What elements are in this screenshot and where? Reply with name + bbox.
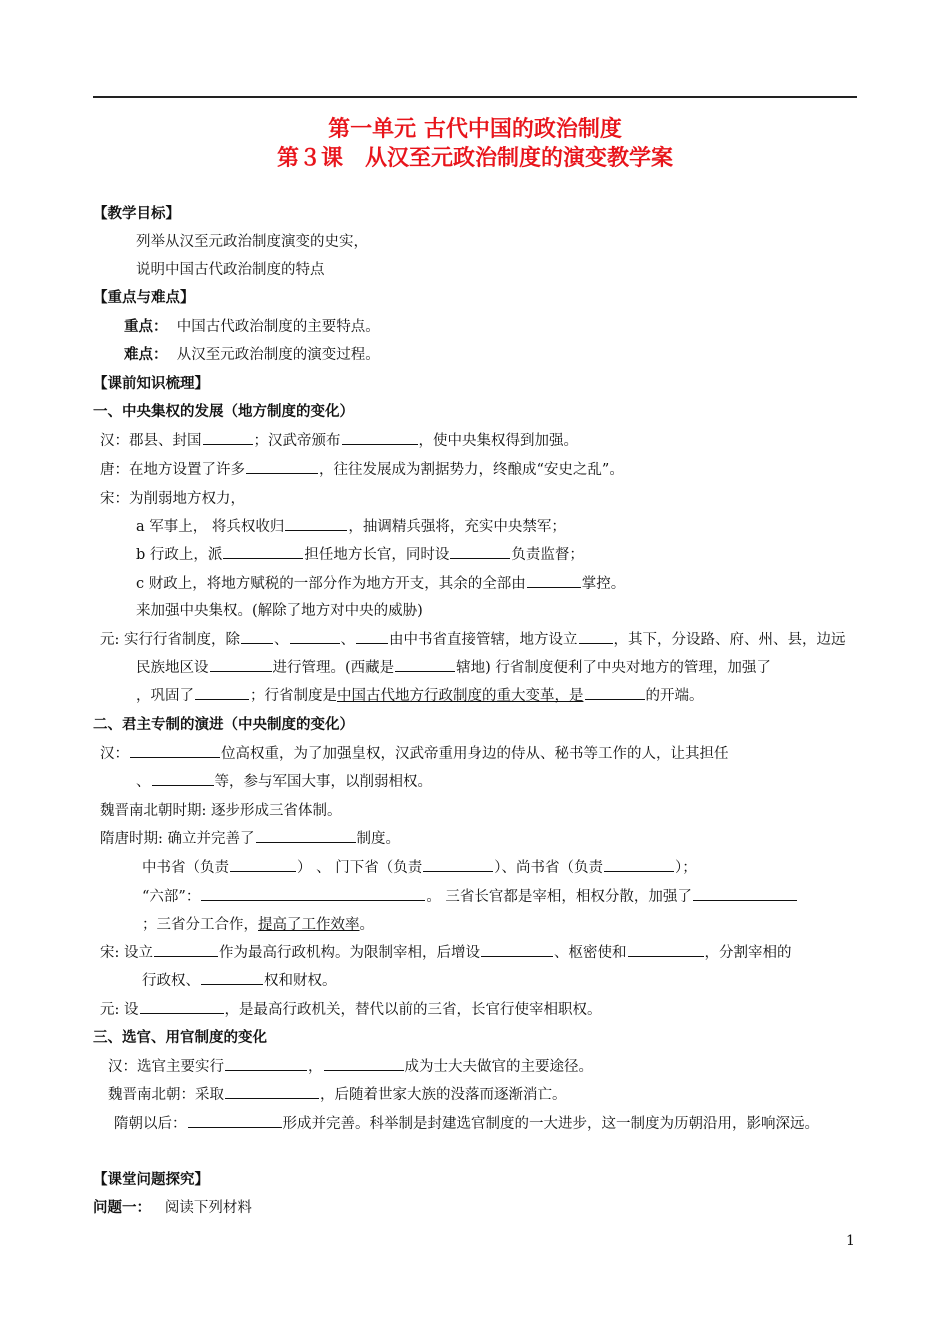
text: 进行管理。(西藏是	[272, 660, 395, 676]
key-label: 重点：	[124, 318, 168, 335]
text: 辖地) 行省制度便利了中央对地方的管理，加强了	[456, 660, 771, 676]
text: 成为士大夫做官的主要途径。	[404, 1059, 593, 1075]
blank[interactable]	[241, 629, 273, 644]
text: 权和财权。	[264, 973, 337, 989]
text: 民族地区设	[136, 660, 209, 676]
s3-wj-line	[108, 1084, 567, 1106]
question-one-row	[93, 1197, 252, 1219]
s1-tang-line	[100, 459, 624, 481]
s3-han-line	[108, 1056, 593, 1078]
lesson-title: 第３课 从汉至元政治制度的演变教学案	[276, 145, 673, 171]
blank[interactable]	[628, 942, 704, 957]
text: ，是最高行政机关，替代以前的三省，长官行使宰相职权。	[224, 1002, 602, 1018]
text: 汉：郡县、封国	[100, 433, 202, 449]
s1-song-b-line	[136, 544, 584, 566]
s1-song-c-line	[136, 573, 625, 595]
s1-song-d-line: 来加强中央集权。(解除了地方对中央的威胁)	[136, 603, 423, 619]
s1-han-line	[100, 430, 578, 452]
s2-st-line	[100, 828, 400, 850]
s2-wj-line: 魏晋南北朝时期: 逐步形成三省体制。	[100, 803, 342, 819]
difficulty-label: 难点：	[124, 346, 168, 363]
text: ，往往发展成为割据势力，终酿成“安史之乱”。	[319, 462, 624, 478]
underlined-text: 中国古代地方行政制度的重大变革，是	[337, 688, 584, 704]
text: 汉：	[100, 746, 129, 762]
question-one-label: 问题一：	[93, 1199, 151, 1216]
text: 位高权重，为了加强皇权，汉武帝重用身边的侍从、秘书等工作的人，让其担任	[221, 746, 729, 762]
s1-yuan-line3	[136, 685, 704, 707]
blank[interactable]	[225, 1084, 319, 1099]
question-one-text: 阅读下列材料	[164, 1200, 252, 1216]
difficulty-row	[124, 344, 380, 366]
blank[interactable]	[246, 459, 318, 474]
text: ）；	[674, 860, 697, 876]
objectives-heading: 【教学目标】	[93, 205, 180, 222]
key-points-heading: 【重点与难点】	[93, 289, 195, 306]
s3-sui-line	[114, 1113, 819, 1135]
blank[interactable]	[356, 629, 388, 644]
blank[interactable]	[395, 657, 455, 672]
s2-song-line1	[100, 942, 792, 964]
text: 、	[274, 632, 289, 648]
blank[interactable]	[527, 573, 581, 588]
text: ，巩固了	[136, 688, 194, 704]
inquiry-heading: 【课堂问题探究】	[93, 1171, 209, 1188]
text: 的开端。	[645, 688, 704, 704]
text: ，抽调精兵强将，充实中央禁军；	[348, 519, 566, 535]
text: ，分割宰相的	[704, 945, 792, 961]
text: 担任地方长官，同时设	[304, 547, 450, 563]
text: 负责监督；	[511, 547, 584, 563]
text: 元: 设	[100, 1002, 139, 1018]
text: 等，参与军国大事，以削弱相权。	[214, 774, 432, 790]
text: 隋朝以后：	[114, 1116, 187, 1132]
blank[interactable]	[130, 743, 220, 758]
s2-yuan-line	[100, 999, 602, 1021]
objective-item: 说明中国古代政治制度的特点	[136, 262, 325, 278]
text: 由中书省直接管辖，地方设立	[389, 632, 578, 648]
blank[interactable]	[140, 999, 224, 1014]
pre-class-heading: 【课前知识梳理】	[93, 375, 209, 392]
text: 。	[359, 917, 374, 933]
text: ；三省分工合作，	[142, 917, 258, 933]
text: ，使中央集权得到加强。	[418, 433, 578, 449]
s1-yuan-line2	[136, 657, 771, 679]
section1-heading: 一、中央集权的发展（地方制度的变化）	[93, 403, 354, 420]
text: ）、尚书省（负责	[494, 860, 603, 876]
s2-song-line2	[142, 970, 337, 992]
blank[interactable]	[210, 657, 272, 672]
unit-title: 第一单元 古代中国的政治制度	[328, 116, 622, 142]
text: 、	[136, 774, 151, 790]
blank[interactable]	[256, 828, 356, 843]
text: 制度。	[356, 831, 400, 847]
text: 魏晋南北朝：采取	[108, 1087, 224, 1103]
s1-yuan-line1	[100, 629, 846, 651]
blank[interactable]	[693, 886, 797, 901]
s1-song-line: 宋：为削弱地方权力，	[100, 491, 245, 507]
s2-three-departments-line	[142, 857, 697, 879]
text: 唐：在地方设置了许多	[100, 462, 245, 478]
text: 元: 实行行省制度，除	[100, 632, 240, 648]
blank[interactable]	[201, 970, 263, 985]
text: ；汉武帝颁布	[253, 433, 341, 449]
blank[interactable]	[481, 942, 553, 957]
blank[interactable]	[579, 629, 613, 644]
section3-heading: 三、选官、用官制度的变化	[93, 1029, 267, 1046]
text: ，	[308, 1059, 323, 1075]
blank[interactable]	[585, 685, 645, 700]
text: 、	[340, 632, 355, 648]
key-text: 中国古代政治制度的主要特点。	[176, 319, 380, 335]
text: a 军事上， 将兵权收归	[136, 519, 285, 535]
text: 中书省（负责	[142, 860, 229, 876]
s1-song-a-line	[136, 516, 566, 538]
blank[interactable]	[450, 544, 510, 559]
s2-six-ministries-line2	[142, 914, 374, 936]
text: 、枢密使和	[554, 945, 627, 961]
header-rule	[93, 96, 857, 98]
text: ，后随着世家大族的没落而逐渐消亡。	[320, 1087, 567, 1103]
blank[interactable]	[285, 516, 347, 531]
text: ，其下，分设路、府、州、县，边远	[613, 632, 846, 648]
text: 行政权、	[142, 973, 200, 989]
s2-six-ministries-line	[142, 886, 798, 908]
text: 隋唐时期: 确立并完善了	[100, 831, 255, 847]
text: 作为最高行政机构。为限制宰相，后增设	[219, 945, 480, 961]
text: 。 三省长官都是宰相，相权分散，加强了	[426, 889, 692, 905]
text: b 行政上，派	[136, 547, 223, 563]
text: c 财政上，将地方赋税的一部分作为地方开支，其余的全部由	[136, 576, 526, 592]
text: 宋: 设立	[100, 945, 153, 961]
section2-heading: 二、君主专制的演进（中央制度的变化）	[93, 716, 354, 733]
text: 汉：选官主要实行	[108, 1059, 224, 1075]
objective-item: 列举从汉至元政治制度演变的史实，	[136, 234, 368, 250]
blank[interactable]	[203, 430, 253, 445]
blank[interactable]	[188, 1113, 282, 1128]
blank[interactable]	[342, 430, 418, 445]
text: ；行省制度是	[250, 688, 337, 704]
text: ） 、 门下省（负责	[297, 860, 423, 876]
blank[interactable]	[225, 1056, 307, 1071]
blank[interactable]	[195, 685, 249, 700]
blank[interactable]	[230, 857, 296, 872]
blank[interactable]	[290, 629, 340, 644]
s2-han-line2	[136, 771, 432, 793]
difficulty-text: 从汉至元政治制度的演变过程。	[176, 347, 380, 363]
blank[interactable]	[223, 544, 303, 559]
blank[interactable]	[423, 857, 493, 872]
blank[interactable]	[152, 771, 214, 786]
blank[interactable]	[154, 942, 218, 957]
blank[interactable]	[604, 857, 674, 872]
blank[interactable]	[324, 1056, 404, 1071]
text: “六部”：	[142, 889, 201, 905]
text: 形成并完善。科举制是封建选官制度的一大进步，这一制度为历朝沿用，影响深远。	[282, 1116, 819, 1132]
s2-han-line1	[100, 743, 729, 765]
underlined-text: 提高了工作效率	[258, 917, 360, 933]
text: 掌控。	[581, 576, 626, 592]
page-number: 1	[846, 1233, 855, 1249]
key-point-row	[124, 316, 380, 338]
blank[interactable]	[201, 886, 425, 901]
